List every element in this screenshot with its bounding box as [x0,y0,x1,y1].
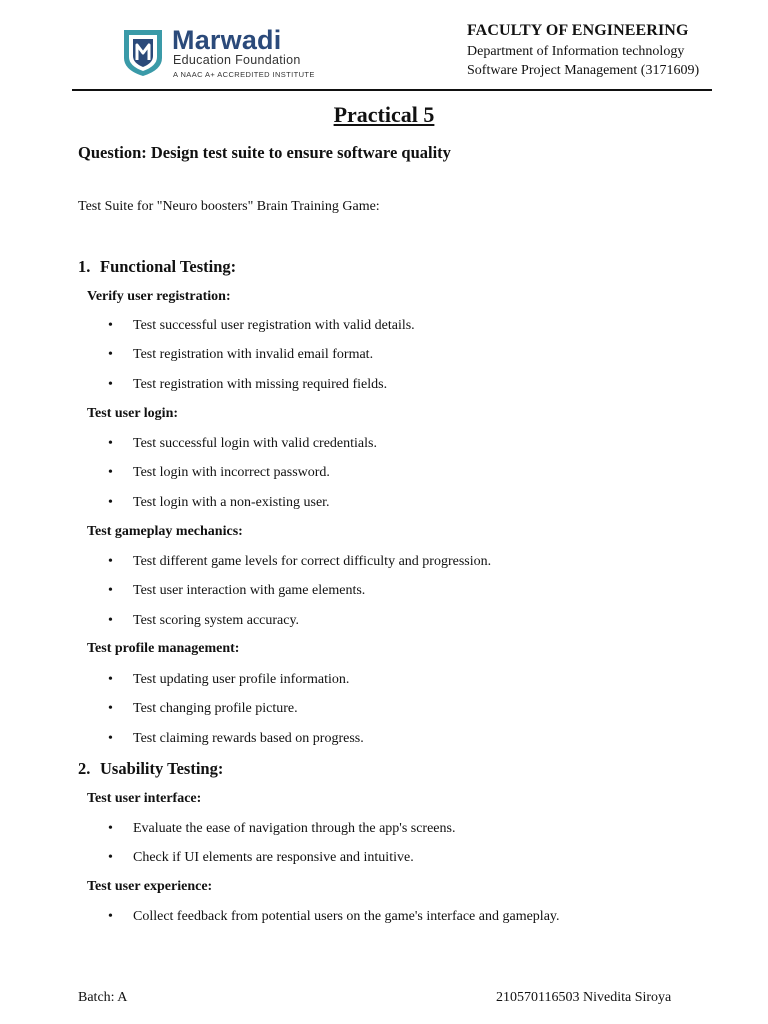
list-item: • Test claiming rewards based on progress. [108,731,364,746]
section-number: 1. [78,257,91,276]
group-heading: Test user login: [87,406,179,421]
list-item: • Test successful login with valid credentials. [108,436,377,451]
bullet-icon: • [108,377,113,392]
header-block [467,22,699,79]
list-item: • Test changing profile picture. [108,701,298,716]
logo-subtitle: Education Foundation [173,53,301,67]
header-divider [72,89,712,91]
bullet-icon: • [108,436,113,451]
course-text: Software Project Management (3171609) [467,63,700,78]
faculty-heading: FACULTY OF ENGINEERING [467,22,689,39]
section-heading [78,759,223,779]
bullet-icon: • [108,318,113,333]
list-item: • Test updating user profile information. [108,672,350,687]
shield-logo-icon [120,26,166,78]
page-title: Practical 5 [333,102,435,127]
bullet-icon: • [108,850,113,865]
list-item: • Test user interaction with game elements. [108,583,366,598]
group-heading: Test gameplay mechanics: [87,524,243,539]
department-text: Department of Information technology [467,44,685,59]
list-item: • Test different game levels for correct difficulty and progression. [108,554,492,569]
section-title: Functional Testing: [100,257,237,276]
section-heading [78,257,236,277]
bullet-icon: • [108,701,113,716]
bullet-icon: • [108,554,113,569]
intro-text: Test Suite for "Neuro boosters" Brain Training Game: [78,199,380,214]
bullet-icon: • [108,465,113,480]
list-item: • Test login with incorrect password. [108,465,330,480]
question-text: Question: Design test suite to ensure software quality [78,143,451,162]
section-title: Usability Testing: [100,759,224,778]
list-item: • Test registration with invalid email format. [108,347,374,362]
bullet-icon: • [108,613,113,628]
list-item: • Check if UI elements are responsive and intuitive. [108,850,414,865]
footer-batch: Batch: A [78,990,128,1005]
bullet-icon: • [108,909,113,924]
institute-logo [120,26,320,82]
list-item: • Test successful user registration with valid details. [108,318,415,333]
group-heading: Verify user registration: [87,289,231,304]
logo-brand: Marwadi [172,25,282,55]
list-item: • Test login with a non-existing user. [108,495,330,510]
logo-tagline: A NAAC A+ ACCREDITED INSTITUTE [173,70,315,79]
bullet-icon: • [108,821,113,836]
list-item: • Test scoring system accuracy. [108,613,300,628]
list-item: • Evaluate the ease of navigation through the app's screens. [108,821,456,836]
bullet-icon: • [108,583,113,598]
bullet-icon: • [108,731,113,746]
list-item: • Collect feedback from potential users on the game's interface and gameplay. [108,909,560,924]
section-number: 2. [78,759,91,778]
footer-student: 210570116503 Nivedita Siroya [496,990,672,1005]
group-heading: Test profile management: [87,641,240,656]
group-heading: Test user interface: [87,791,202,806]
bullet-icon: • [108,495,113,510]
bullet-icon: • [108,672,113,687]
list-item: • Test registration with missing required fields. [108,377,388,392]
bullet-icon: • [108,347,113,362]
group-heading: Test user experience: [87,879,213,894]
